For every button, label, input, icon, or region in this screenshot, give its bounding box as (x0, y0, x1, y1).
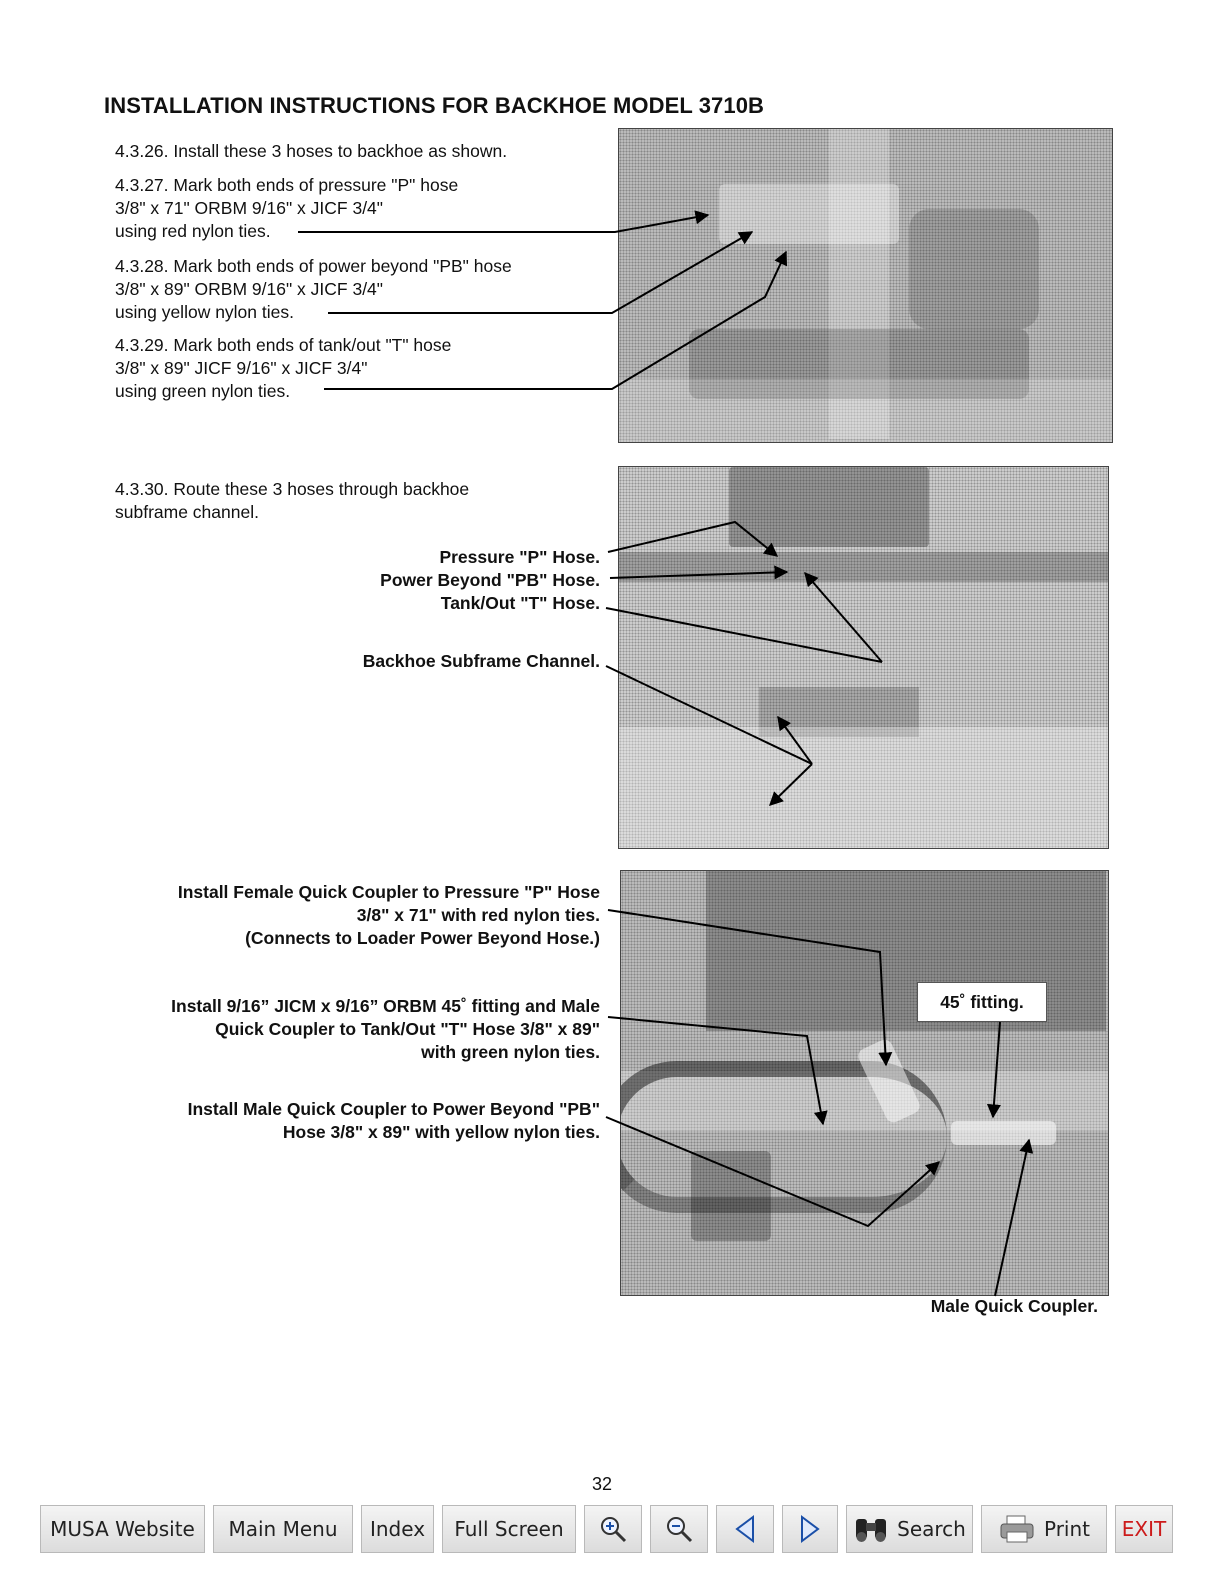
step-4-3-29 (115, 334, 451, 403)
next-page-button[interactable] (782, 1505, 838, 1553)
label-tank-out-hose: Tank/Out "T" Hose. (440, 593, 600, 613)
full-screen-button[interactable] (442, 1505, 576, 1553)
step-4-3-27 (115, 174, 458, 243)
zoom-in-button[interactable] (584, 1505, 642, 1553)
print-label: Print (1043, 1517, 1090, 1541)
label-line: with green nylon ties. (421, 1042, 600, 1062)
fitting-callout: 45˚ fitting. (917, 982, 1047, 1022)
step-line: 3/8" x 89" ORBM 9/16" x JICF 3/4" (115, 279, 384, 299)
main-menu-label: Main Menu (228, 1517, 338, 1541)
male-quick-coupler-caption: Male Quick Coupler. (930, 1296, 1098, 1316)
label-45-fitting-male-coupler (171, 995, 600, 1064)
printer-icon (998, 1514, 1036, 1544)
step-line: 4.3.27. Mark both ends of pressure "P" hose (115, 175, 459, 195)
index-button[interactable] (361, 1505, 434, 1553)
step-line: using green nylon ties. (115, 381, 291, 401)
previous-page-icon (733, 1515, 757, 1543)
step-line: 4.3.30. Route these 3 hoses through backhoe (115, 479, 470, 499)
label-line: Quick Coupler to Tank/Out "T" Hose 3/8" x 89" (215, 1019, 600, 1039)
zoom-in-icon (598, 1514, 628, 1544)
label-line: Install Female Quick Coupler to Pressure "P" Hose (177, 882, 600, 902)
musa-website-label: MUSA Website (50, 1517, 195, 1541)
step-4-3-26 (115, 140, 507, 163)
photo-hoses-installed (618, 128, 1113, 443)
page-title: INSTALLATION INSTRUCTIONS FOR BACKHOE MODEL 3710B (104, 93, 765, 118)
binoculars-icon (853, 1515, 889, 1543)
search-button[interactable] (846, 1505, 973, 1553)
label-pressure-hose: Pressure "P" Hose. (439, 547, 600, 567)
zoom-out-button[interactable] (650, 1505, 708, 1553)
step-line: 3/8" x 89" JICF 9/16" x JICF 3/4" (115, 358, 368, 378)
main-menu-button[interactable] (213, 1505, 353, 1553)
musa-website-button[interactable] (40, 1505, 205, 1553)
step-4-3-28 (115, 255, 512, 324)
label-line: Install Male Quick Coupler to Power Beyond "PB" (187, 1099, 600, 1119)
search-label: Search (897, 1517, 966, 1541)
previous-page-button[interactable] (716, 1505, 774, 1553)
navigation-bar (0, 1505, 1224, 1557)
step-4-3-30 (115, 478, 469, 524)
page-number: 32 (591, 1474, 613, 1494)
photo-quick-couplers (620, 870, 1109, 1296)
step-line: using yellow nylon ties. (115, 302, 294, 322)
full-screen-label: Full Screen (454, 1517, 564, 1541)
step-line: 4.3.29. Mark both ends of tank/out "T" hose (115, 335, 452, 355)
photo-subframe-channel (618, 466, 1109, 849)
exit-label: EXIT (1121, 1517, 1167, 1541)
label-female-quick-coupler (178, 881, 600, 950)
next-page-icon (798, 1515, 822, 1543)
step-line: using red nylon ties. (115, 221, 271, 241)
step-line: 3/8" x 71" ORBM 9/16" x JICF 3/4" (115, 198, 384, 218)
step-line: subframe channel. (115, 502, 259, 522)
index-label: Index (369, 1517, 426, 1541)
zoom-out-icon (664, 1514, 694, 1544)
exit-button[interactable] (1115, 1505, 1173, 1553)
label-power-beyond-hose: Power Beyond "PB" Hose. (380, 570, 600, 590)
label-subframe-channel: Backhoe Subframe Channel. (362, 651, 600, 671)
step-line: 4.3.26. Install these 3 hoses to backhoe as shown. (115, 141, 508, 161)
print-button[interactable] (981, 1505, 1107, 1553)
label-line: Install 9/16” JICM x 9/16” ORBM 45˚ fitting and Male (171, 996, 600, 1016)
label-line: 3/8" x 71" with red nylon ties. (356, 905, 600, 925)
step-line: 4.3.28. Mark both ends of power beyond "PB" hose (115, 256, 512, 276)
label-male-quick-coupler-pb (188, 1098, 600, 1144)
label-line: (Connects to Loader Power Beyond Hose.) (245, 928, 600, 948)
label-line: Hose 3/8" x 89" with yellow nylon ties. (282, 1122, 600, 1142)
